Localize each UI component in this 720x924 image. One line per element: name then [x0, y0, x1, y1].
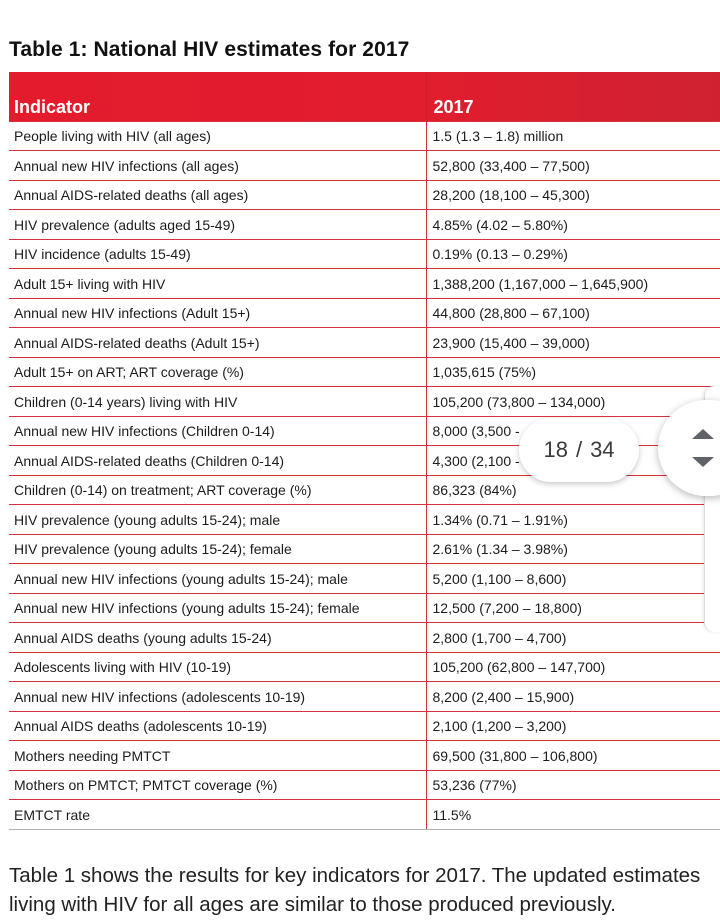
estimate-cell: 11.5% [426, 800, 720, 830]
estimate-cell: 44,800 (28,800 – 67,100) [426, 298, 720, 328]
table-row [9, 180, 720, 210]
page-current: 18 [543, 437, 568, 462]
estimate-cell: 1.5 (1.3 – 1.8) million [426, 121, 720, 151]
indicator-cell: Annual AIDS-related deaths (all ages) [9, 180, 426, 210]
indicator-cell: Annual new HIV infections (Adult 15+) [9, 298, 426, 328]
paragraph-line: Table 1 shows the results for key indicators for 2017. The updated estimates [9, 864, 701, 887]
table-row [9, 239, 720, 269]
indicator-cell: HIV prevalence (adults aged 15-49) [9, 210, 426, 240]
table-row [9, 652, 720, 682]
estimate-cell: 23,900 (15,400 – 39,000) [426, 328, 720, 358]
table-row [9, 564, 720, 594]
table-title: Table 1: National HIV estimates for 2017 [9, 38, 410, 61]
table-row [9, 770, 720, 800]
indicator-cell: People living with HIV (all ages) [9, 121, 426, 151]
page-separator: / [575, 437, 583, 462]
table-row [9, 682, 720, 712]
indicator-cell: HIV prevalence (young adults 15-24); female [9, 534, 426, 564]
table-row [9, 711, 720, 741]
table-row [9, 593, 720, 623]
estimate-cell: 0.19% (0.13 – 0.29%) [426, 239, 720, 269]
indicator-cell: Annual AIDS-related deaths (Children 0-14) [9, 446, 426, 476]
indicator-cell: Children (0-14) on treatment; ART coverage (%) [9, 475, 426, 505]
indicator-cell: Annual AIDS-related deaths (Adult 15+) [9, 328, 426, 358]
estimate-cell: 8,000 (3,500 - [426, 416, 720, 446]
estimate-cell: 86,323 (84%) [426, 475, 720, 505]
table-header-row [9, 72, 720, 121]
header-indicator: Indicator [14, 96, 91, 117]
estimate-cell: 5,200 (1,100 – 8,600) [426, 564, 720, 594]
estimate-cell: 69,500 (31,800 – 106,800) [426, 741, 720, 771]
body-paragraph [9, 861, 720, 919]
estimate-cell: 2.61% (1.34 – 3.98%) [426, 534, 720, 564]
indicator-cell: Adolescents living with HIV (10-19) [9, 652, 426, 682]
indicator-cell: Annual new HIV infections (adolescents 10-19) [9, 682, 426, 712]
indicator-cell: Adult 15+ on ART; ART coverage (%) [9, 357, 426, 387]
indicator-cell: Annual new HIV infections (Children 0-14) [9, 416, 426, 446]
estimate-cell: 105,200 (62,800 – 147,700) [426, 652, 720, 682]
table-row [9, 269, 720, 299]
table-row [9, 151, 720, 181]
indicator-cell: Annual new HIV infections (young adults 15-24); male [9, 564, 426, 594]
table-row [9, 328, 720, 358]
estimate-cell: 1.34% (0.71 – 1.91%) [426, 505, 720, 535]
up-down-chevrons-icon [690, 427, 716, 469]
header-year: 2017 [426, 72, 720, 121]
estimate-cell: 4,300 (2,100 - [426, 446, 720, 476]
estimate-cell: 28,200 (18,100 – 45,300) [426, 180, 720, 210]
page-total: 34 [590, 437, 615, 462]
estimate-cell: 2,100 (1,200 – 3,200) [426, 711, 720, 741]
indicator-cell: HIV prevalence (young adults 15-24); male [9, 505, 426, 535]
indicator-cell: Annual new HIV infections (young adults 15-24); female [9, 593, 426, 623]
table-row [9, 387, 720, 417]
estimate-cell: 105,200 (73,800 – 134,000) [426, 387, 720, 417]
table-row [9, 505, 720, 535]
estimate-cell: 12,500 (7,200 – 18,800) [426, 593, 720, 623]
estimate-cell: 1,388,200 (1,167,000 – 1,645,900) [426, 269, 720, 299]
paragraph-line: living with HIV for all ages are similar to those produced previously. [9, 893, 616, 916]
indicator-cell: Mothers needing PMTCT [9, 741, 426, 771]
indicator-cell: Annual AIDS deaths (adolescents 10-19) [9, 711, 426, 741]
table-row [9, 534, 720, 564]
indicator-cell: Mothers on PMTCT; PMTCT coverage (%) [9, 770, 426, 800]
estimate-cell: 2,800 (1,700 – 4,700) [426, 623, 720, 653]
indicator-cell: HIV incidence (adults 15-49) [9, 239, 426, 269]
table-row [9, 623, 720, 653]
indicator-cell: EMTCT rate [9, 800, 426, 830]
table-row [9, 210, 720, 240]
indicator-cell: Annual new HIV infections (all ages) [9, 151, 426, 181]
indicator-cell: Adult 15+ living with HIV [9, 269, 426, 299]
estimate-cell: 4.85% (4.02 – 5.80%) [426, 210, 720, 240]
estimate-cell: 53,236 (77%) [426, 770, 720, 800]
table-row [9, 298, 720, 328]
table-row [9, 121, 720, 151]
table-row [9, 741, 720, 771]
page-indicator [519, 418, 639, 482]
indicator-cell: Children (0-14 years) living with HIV [9, 387, 426, 417]
table-row [9, 800, 720, 830]
estimate-cell: 8,200 (2,400 – 15,900) [426, 682, 720, 712]
estimate-cell: 52,800 (33,400 – 77,500) [426, 151, 720, 181]
indicator-cell: Annual AIDS deaths (young adults 15-24) [9, 623, 426, 653]
estimate-cell: 1,035,615 (75%) [426, 357, 720, 387]
table-row [9, 357, 720, 387]
